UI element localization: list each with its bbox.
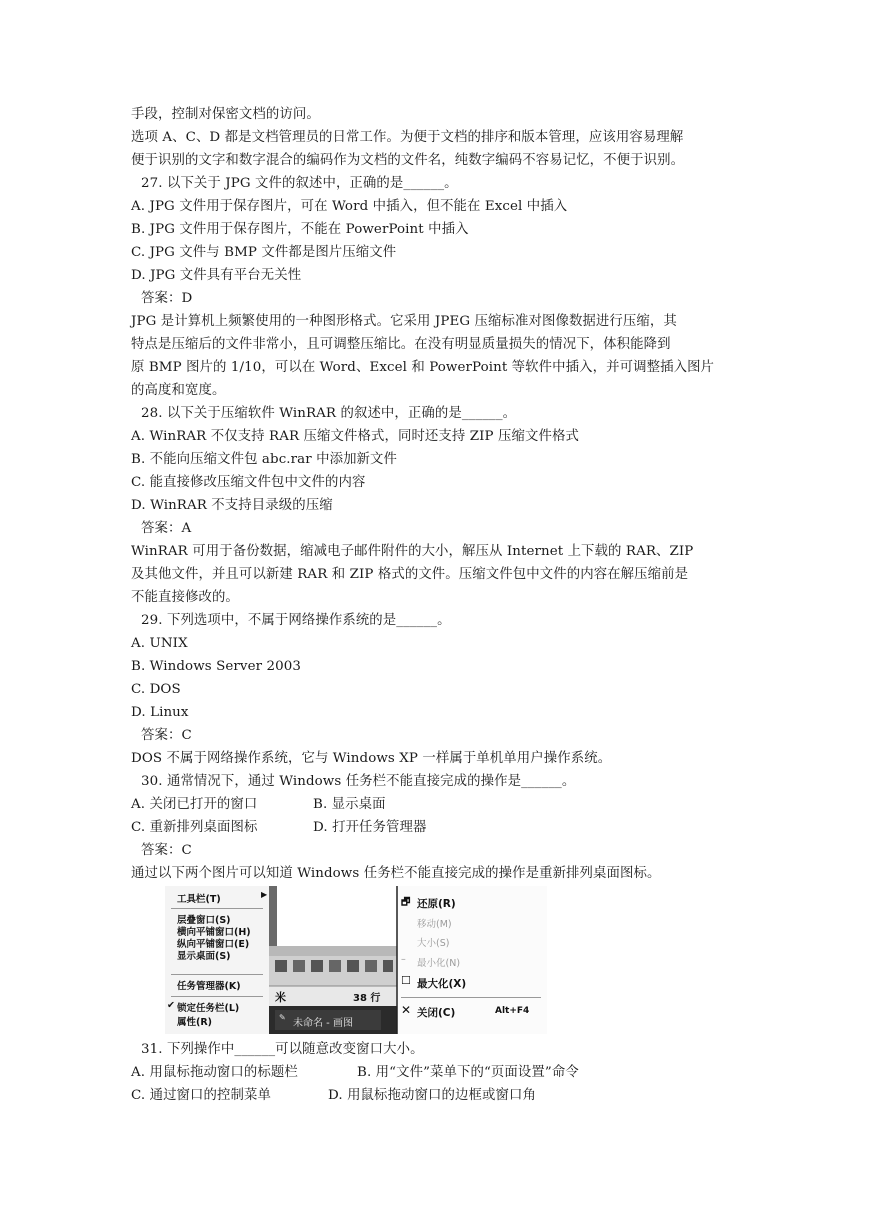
menu-item-show-desktop: 显示桌面(S): [177, 951, 231, 962]
menu-item-lock-taskbar: 锁定任务栏(L): [177, 1003, 240, 1014]
menu-item-properties: 属性(R): [177, 1017, 212, 1028]
answer-line: 答案：C: [141, 728, 192, 743]
option-line: C. DOS: [131, 682, 181, 697]
option-b: B. 显示桌面: [313, 797, 386, 812]
option-line: B. 不能向压缩文件包 abc.rar 中添加新文件: [131, 452, 398, 467]
option-line: [131, 1061, 579, 1084]
menu-separator: [401, 997, 541, 998]
text-line: 不能直接修改的。: [131, 590, 239, 605]
text-line: DOS 不属于网络操作系统，它与 Windows XP 一样属于单机单用户操作系统。: [131, 751, 612, 766]
answer-line: 答案：C: [141, 843, 192, 858]
menu-item-move: 移动(M): [417, 919, 452, 930]
question-31: 31. 下列操作中______可以随意改变窗口大小。: [141, 1042, 424, 1057]
text-line: WinRAR 可用于备份数据，缩减电子邮件附件的大小，解压从 Internet 上下载的 RAR、ZIP: [131, 544, 694, 559]
text-line: 通过以下两个图片可以知道 Windows 任务栏不能直接完成的操作是重新排列桌面图标。: [131, 866, 661, 881]
menu-separator: [171, 908, 263, 909]
close-shortcut: Alt+F4: [495, 1006, 530, 1016]
menu-separator: [171, 974, 263, 975]
text-line: 的高度和宽度。: [131, 383, 226, 398]
menu-item-toolbars: 工具栏(T): [177, 894, 221, 905]
menu-item-tile-horizontal: 横向平铺窗口(H): [177, 927, 251, 938]
text-line: 特点是压缩后的文件非常小，且可调整压缩比。在没有明显质量损失的情况下，体积能降到: [131, 337, 671, 352]
question-30: 30. 通常情况下，通过 Windows 任务栏不能直接完成的操作是______。: [141, 774, 576, 789]
option-line: D. JPG 文件具有平台无关性: [131, 268, 302, 283]
restore-icon: 🗗: [401, 897, 411, 908]
option-line: A. WinRAR 不仅支持 RAR 压缩文件格式，同时还支持 ZIP 压缩文件格式: [131, 429, 579, 444]
maximize-icon: ☐: [401, 974, 411, 987]
menu-item-maximize: 最大化(X): [417, 978, 467, 990]
status-line-count: 38 行: [353, 993, 381, 1004]
menu-item-restore: 还原(R): [417, 898, 456, 910]
question-27: 27. 以下关于 JPG 文件的叙述中，正确的是______。: [141, 176, 458, 191]
option-a: A. 用鼠标拖动窗口的标题栏: [131, 1065, 298, 1080]
option-line: [131, 816, 427, 839]
option-line: [131, 793, 386, 816]
option-c: C. 通过窗口的控制菜单: [131, 1088, 271, 1103]
taskbar-screenshots-figure: [165, 886, 547, 1034]
menu-item-task-manager: 任务管理器(K): [177, 981, 241, 992]
menu-item-close: 关闭(C): [417, 1007, 456, 1019]
option-line: [131, 1084, 536, 1107]
text-line: 手段，控制对保密文档的访问。: [131, 107, 320, 122]
option-line: D. Linux: [131, 705, 189, 720]
option-c: C. 重新排列桌面图标: [131, 820, 258, 835]
option-line: C. JPG 文件与 BMP 文件都是图片压缩文件: [131, 245, 397, 260]
submenu-arrow-icon: ▶: [261, 890, 268, 899]
question-28: 28. 以下关于压缩软件 WinRAR 的叙述中，正确的是______。: [141, 406, 517, 421]
option-line: A. JPG 文件用于保存图片，可在 Word 中插入，但不能在 Excel 中插入: [131, 199, 568, 214]
menu-item-cascade: 层叠窗口(S): [177, 915, 231, 926]
menu-item-size: 大小(S): [417, 938, 450, 949]
menu-separator: [171, 996, 263, 997]
question-29: 29. 下列选项中，不属于网络操作系统的是______。: [141, 613, 451, 628]
option-d: D. 打开任务管理器: [313, 820, 427, 835]
paint-app-icon: ✎: [279, 1013, 286, 1022]
status-left-text: 米: [275, 991, 286, 1004]
menu-item-tile-vertical: 纵向平铺窗口(E): [177, 939, 250, 950]
answer-line: 答案：D: [141, 291, 193, 306]
option-line: A. UNIX: [131, 636, 188, 651]
option-a: A. 关闭已打开的窗口: [131, 797, 258, 812]
text-line: 便于识别的文字和数字混合的编码作为文档的文件名，纯数字编码不容易记忆，不便于识别。: [131, 153, 685, 168]
text-line: JPG 是计算机上频繁使用的一种图形格式。它采用 JPEG 压缩标准对图像数据进行压缩，其: [131, 314, 677, 329]
answer-line: 答案：A: [141, 521, 192, 536]
text-line: 原 BMP 图片的 1/10，可以在 Word、Excel 和 PowerPoint 等软件中插入，并可调整插入图片: [131, 360, 715, 375]
text-line: 选项 A、C、D 都是文档管理员的日常工作。为便于文档的排序和版本管理，应该用容易理解: [131, 130, 684, 145]
option-line: B. Windows Server 2003: [131, 659, 301, 674]
close-icon: ✕: [401, 1003, 412, 1017]
checkmark-icon: ✔: [167, 1000, 175, 1011]
option-line: D. WinRAR 不支持目录级的压缩: [131, 498, 333, 513]
taskbar-button-label: 未命名 - 画图: [293, 1018, 353, 1029]
option-line: B. JPG 文件用于保存图片，不能在 PowerPoint 中插入: [131, 222, 469, 237]
minimize-icon: –: [401, 954, 406, 965]
option-d: D. 用鼠标拖动窗口的边框或窗口角: [328, 1088, 536, 1103]
menu-item-minimize: 最小化(N): [417, 958, 461, 969]
option-line: C. 能直接修改压缩文件包中文件的内容: [131, 475, 366, 490]
option-b: B. 用“文件”菜单下的“页面设置”命令: [357, 1065, 579, 1080]
text-line: 及其他文件，并且可以新建 RAR 和 ZIP 格式的文件。压缩文件包中文件的内容在解压缩前是: [131, 567, 689, 582]
